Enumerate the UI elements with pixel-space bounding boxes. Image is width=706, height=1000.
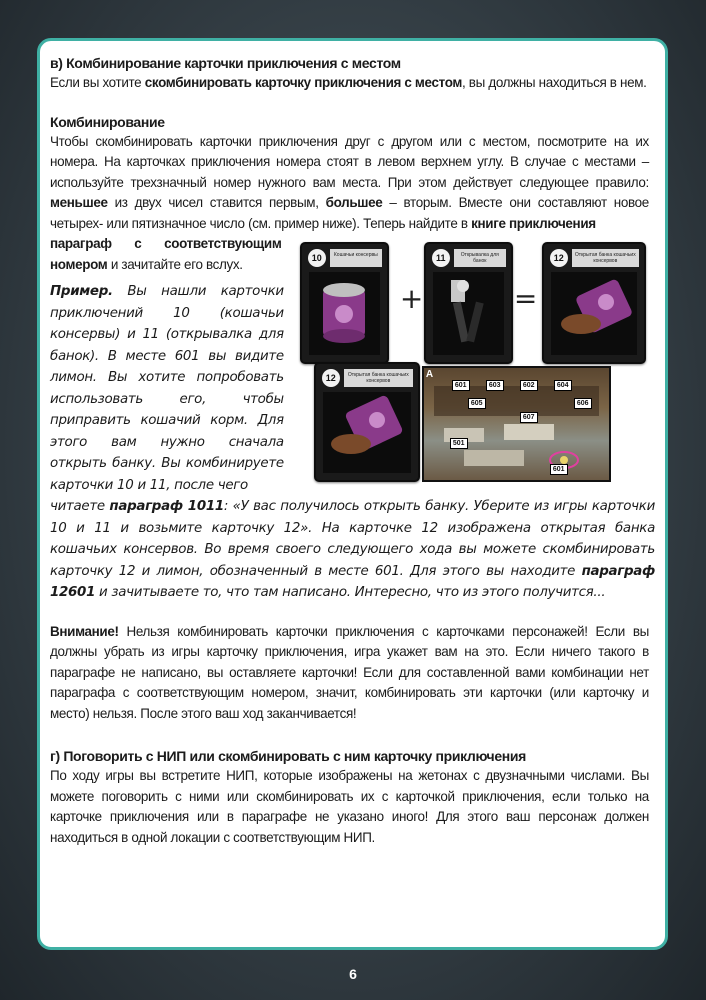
location-tag: 607 bbox=[520, 412, 538, 423]
plus-sign: + bbox=[399, 282, 424, 315]
location-tag: 501 bbox=[450, 438, 468, 449]
attention-text: Внимание! Нельзя комбинировать карточки приключения с карточками персонажей! Если вы должны убрать из игры карточку приключения, игра укажет вам на это. Если ничего такого в параграфе не написано, вы оставляете карточки! Если для составленной вами комбинации нет параграфа с соответствующим номером, значит, комбинировать эти карточки (или карточку и место) нельзя. После этого ваш ход заканчивается! bbox=[50, 623, 649, 721]
example-row bbox=[50, 234, 655, 496]
card-11 bbox=[424, 242, 513, 364]
section-g-text: По ходу игры вы встретите НИП, которые изображены на жетонах с двузначными числами. Вы можете поговорить с ними или скомбинировать их с карточкой приключения, если только на карточке приключения или в параграфе не указано иного! Для этого ваш персонаж должен находиться в одной локации с соответствующим НИП. bbox=[50, 768, 649, 845]
location-tag: 602 bbox=[520, 380, 538, 391]
rules-panel bbox=[37, 38, 668, 950]
location-tag: 603 bbox=[486, 380, 504, 391]
location-601-image bbox=[422, 366, 611, 482]
page-number: 6 bbox=[349, 966, 357, 982]
card-12 bbox=[542, 242, 646, 364]
card-10-title: Кошачьи консервы bbox=[330, 249, 382, 267]
section-v-heading: в) Комбинирование карточки приключения с местом bbox=[50, 55, 401, 71]
combining-text: Чтобы скомбинировать карточки приключения друг с другом или с местом, посмотрите на их номера. На карточках приключения номера стоят в левом верхнем углу. В случае с местами – используйте трехзначный номер нужного вам места. При этом действует следующее правило: меньшее из двух чисел ставится первым, большее – вторым. Вместе они составляют новое четырех- или пятизначное число (см. пример ниже). Теперь найдите в книге приключения bbox=[50, 133, 649, 231]
section-g-heading: г) Поговорить с НИП или скомбинировать с ним карточку приключения bbox=[50, 748, 526, 764]
card-12-copy bbox=[314, 362, 420, 482]
location-tag: 606 bbox=[574, 398, 592, 409]
card-10-number: 10 bbox=[308, 249, 326, 267]
card-12-title: Открытая банка кошачьих консервов bbox=[572, 249, 639, 267]
location-tag: 601 bbox=[550, 464, 568, 475]
location-tag: 604 bbox=[554, 380, 572, 391]
location-tag: 605 bbox=[468, 398, 486, 409]
section-v-text: Если вы хотите скомбинировать карточку приключения с местом, вы должны находиться в нем. bbox=[50, 75, 647, 90]
example-left-column bbox=[50, 234, 284, 496]
open-cat-food-can-image bbox=[551, 272, 637, 355]
card-12-number: 12 bbox=[550, 249, 568, 267]
combining-heading: Комбинирование bbox=[50, 113, 165, 130]
example-figure bbox=[284, 234, 655, 481]
card-12-copy-title: Открытая банка кошачьих консервов bbox=[344, 369, 413, 387]
equals-sign: = bbox=[513, 282, 538, 315]
open-cat-food-can-image bbox=[323, 392, 411, 473]
card-11-title: Открывалка для банок bbox=[454, 249, 506, 267]
cat-food-can-image bbox=[309, 272, 380, 355]
location-tag: 601 bbox=[452, 380, 470, 391]
combining-text-cont: параграф с соответствующим номером и зачитайте его вслух. bbox=[50, 236, 282, 272]
card-12-copy-number: 12 bbox=[322, 369, 340, 387]
card-10 bbox=[300, 242, 389, 364]
location-letter: A bbox=[425, 369, 434, 380]
example-text-cont: читаете параграф 1011: «У вас получилось открыть банку. Уберите из игры карточки 10 и 11 и возьмите карточку 12». На карточке 12 изображена открытая банка кошачьих консервов. Во время своего следующего хода вы можете скомбинировать карточку 12 и лимон, обозначенный в месте 601. Для этого вы находите параграф 12601 и зачитываете то, что там написано. Интересно, что из этого получится... bbox=[50, 499, 655, 600]
example-text: Пример. Вы нашли карточки приключений 10 (кошачьи консервы) и 11 (открывалка для банок). В месте 601 вы видите лимон. Вы хотите попробовать использовать его, чтобы приправить кошачий корм. Для этого вам нужно сначала открыть банку. Вы комбинируете карточки 10 и 11, после чего bbox=[50, 284, 284, 493]
card-11-number: 11 bbox=[432, 249, 450, 267]
can-opener-image bbox=[433, 272, 504, 355]
